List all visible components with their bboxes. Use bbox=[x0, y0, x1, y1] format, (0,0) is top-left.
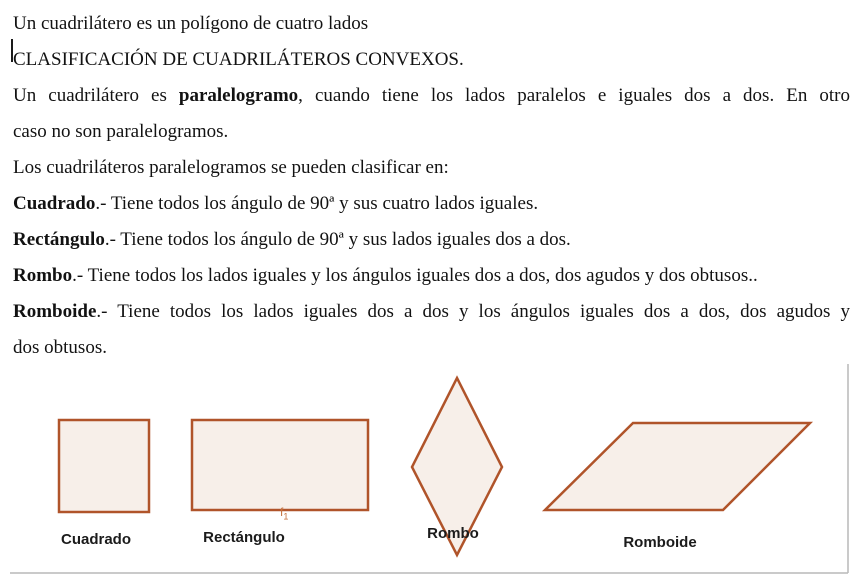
definition-romboide-line2: dos obtusos. bbox=[13, 337, 107, 358]
bold-term-rectangulo: Rectángulo bbox=[13, 229, 105, 250]
rectangle-label: Rectángulo bbox=[203, 529, 285, 546]
f1-annotation-text: f bbox=[280, 505, 284, 519]
square-label: Cuadrado bbox=[60, 531, 132, 548]
definition-rombo bbox=[13, 258, 850, 294]
f1-annotation bbox=[280, 505, 288, 521]
definition-romboide-line1 bbox=[13, 294, 850, 330]
paragraph-text: Un cuadrilátero es bbox=[13, 85, 179, 106]
rhomboid-shape bbox=[545, 423, 810, 510]
bold-term-romboide: Romboide bbox=[13, 301, 97, 322]
paragraph-paralelogramo-line2: caso no son paralelogramos. bbox=[13, 121, 229, 142]
rhombus-label: Rombo bbox=[427, 525, 479, 542]
text-cursor bbox=[11, 39, 13, 62]
paragraph-paralelogramo-line1 bbox=[13, 78, 850, 114]
paragraph-intro: Un cuadrilátero es un polígono de cuatro lados bbox=[13, 13, 369, 34]
definition-rectangulo bbox=[13, 222, 850, 258]
rectangle-shape bbox=[192, 420, 368, 510]
definition-text: .- Tiene todos los ángulo de 90ª y sus lados iguales dos a dos. bbox=[104, 229, 571, 250]
paragraph-clasificar: Los cuadriláteros paralelogramos se pueden clasificar en: bbox=[13, 157, 449, 178]
rhomboid-label: Romboide bbox=[623, 534, 697, 551]
bold-term-cuadrado: Cuadrado bbox=[13, 193, 96, 214]
definition-text: .- Tiene todos los lados iguales y los ángulos iguales dos a dos, dos agudos y dos obtusos.. bbox=[72, 265, 758, 286]
heading-clasificacion: CLASIFICACIÓN DE CUADRILÁTEROS CONVEXOS. bbox=[13, 49, 464, 70]
definition-cuadrado bbox=[13, 186, 850, 222]
square-shape bbox=[59, 420, 149, 512]
bold-term-rombo: Rombo bbox=[13, 265, 73, 286]
definition-text: .- Tiene todos los lados iguales dos a dos y los ángulos iguales dos a dos, dos agudos y bbox=[96, 301, 850, 322]
definition-text: .- Tiene todos los ángulo de 90ª y sus cuatro lados iguales. bbox=[95, 193, 539, 214]
paragraph-text: , cuando tiene los lados paralelos e iguales dos a dos. En otro bbox=[298, 85, 850, 106]
bold-term-paralelogramo: paralelogramo bbox=[178, 85, 299, 106]
f1-annotation-subscript: 1 bbox=[283, 511, 289, 522]
